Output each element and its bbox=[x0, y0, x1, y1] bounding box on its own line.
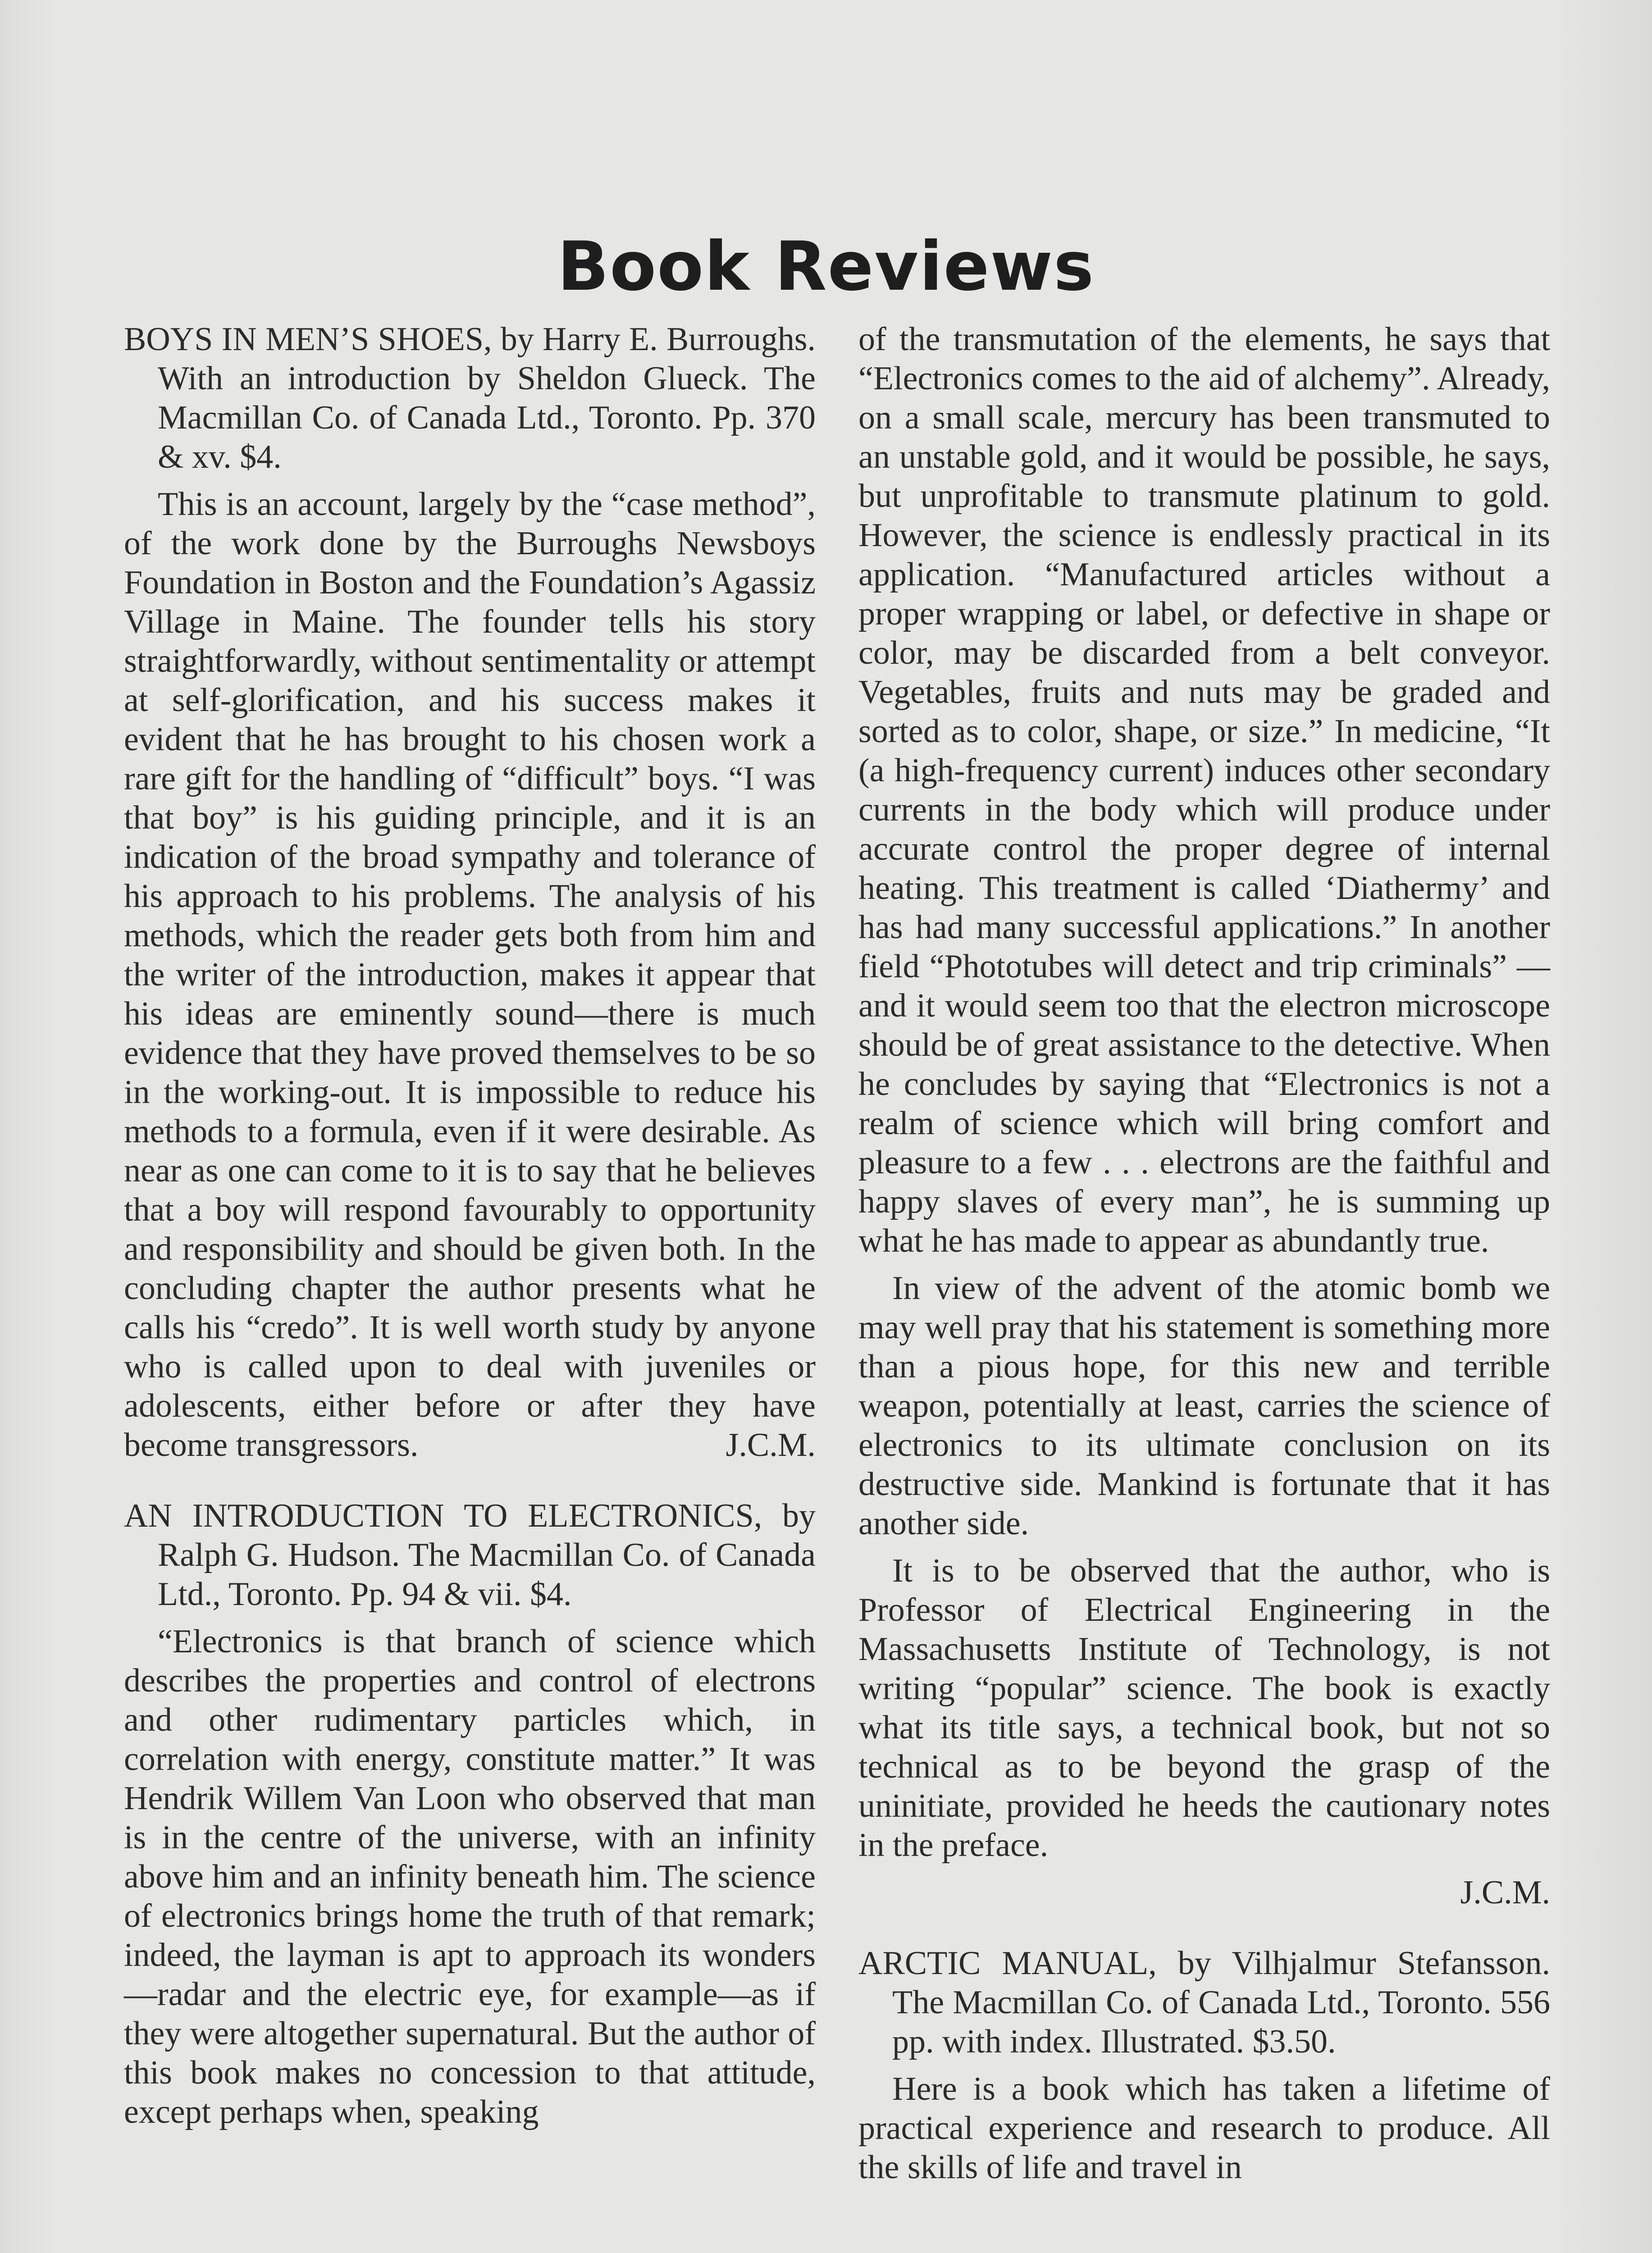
right-column bbox=[858, 320, 1550, 2195]
review-heading: AN INTRODUCTION TO ELECTRONICS, by Ralph G. Hudson. The Macmillan Co. of Canada Ltd., Toronto. Pp. 94 & vii. $4. bbox=[124, 1497, 816, 1613]
review-paragraph: In view of the advent of the atomic bomb we may well pray that his statement is something more than a pious hope, for this new and terrible weapon, potentially at least, carries the science of electronics to its ultimate conclusion on its destructive side. Mankind is fortunate that it has another side. bbox=[858, 1270, 1550, 1542]
review-paragraph: of the transmutation of the elements, he says that “Electronics comes to the aid of alchemy”. Already, on a small scale, mercury has been transmuted to an unstable gold, and it would be possible, he says, but unprofitable to transmute platinum to gold. However, the science is endlessly practical in its application. “Manufactured articles without a proper wrapping or label, or defective in shape or color, may be discarded from a belt conveyor. Vegetables, fruits and nuts may be graded and sorted as to color, shape, or size.” In medicine, “It (a high-frequency current) induces other secondary currents in the body which will produce under accurate control the proper degree of internal heating. This treatment is called ‘Diathermy’ and has had many successful applications.” In another field “Phototubes will detect and trip criminals” —and it would seem too that the electron microscope should be of great assistance to the detective. When he concludes by saying that “Electronics is not a realm of science which will bring comfort and pleasure to a few . . . electrons are the faithful and happy slaves of every man”, he is summing up what he has made to appear as abundantly true. bbox=[858, 321, 1550, 1259]
review-paragraph: “Electronics is that branch of science which describes the properties and control of electrons and other rudimentary particles which, in correlation with energy, constitute matter.” It was Hendrik Willem Van Loon who observed that man is in the centre of the universe, with an infinity above him and an infinity beneath him. The science of electronics brings home the truth of that remark; indeed, the layman is apt to approach its wonders—radar and the electric eye, for example—as if they were altogether supernatural. But the author of this book makes no concession to that attitude, except perhaps when, speaking bbox=[124, 1623, 816, 2130]
left-column bbox=[124, 320, 816, 2140]
review-paragraph: This is an account, largely by the “case method”, of the work done by the Burroughs Newsboys Foundation in Boston and the Foundation’s Agassiz Village in Maine. The founder tells his story straightforwardly, without sentimentality or attempt at self-glorification, and his success makes it evident that he has brought to his chosen work a rare gift for the handling of “difficult” boys. “I was that boy” is his guiding principle, and it is an indication of the broad sympathy and tolerance of his approach to his problems. The analysis of his methods, which the reader gets both from him and the writer of the introduction, makes it appear that his ideas are eminently sound—there is much evidence that they have proved themselves to be so in the working-out. It is impossible to reduce his methods to a formula, even if it were desirable. As near as one can come to it is to say that he believes that a boy will respond favourably to opportunity and responsibility and should be given both. In the concluding chapter the author presents what he calls his “credo”. It is well worth study by anyone who is called upon to deal with juveniles or adolescents, either before or after they have become transgressors. bbox=[124, 486, 816, 1464]
review-paragraph: Here is a book which has taken a lifetime of practical experience and research to produce. All the skills of life and travel in bbox=[858, 2071, 1550, 2186]
review-heading: ARCTIC MANUAL, by Vilhjalmur Stefansson. The Macmillan Co. of Canada Ltd., Toronto. 556 pp. with index. Illustrated. $3.50. bbox=[858, 1945, 1550, 2060]
review-signature: J.C.M. bbox=[1460, 1874, 1550, 1911]
review-heading: BOYS IN MEN’S SHOES, by Harry E. Burroughs. With an introduction by Sheldon Glueck. The Macmillan Co. of Canada Ltd., Toronto. Pp. 370 & xv. $4. bbox=[124, 321, 816, 475]
review-signature: J.C.M. bbox=[726, 1427, 816, 1464]
page-title: Book Reviews bbox=[557, 228, 1095, 306]
review-paragraph: It is to be observed that the author, who is Professor of Electrical Engineering in the Massachusetts Institute of Technology, is not writing “popular” science. The book is exactly what its title says, a technical book, but not so technical as to be beyond the grasp of the uninitiate, provided he heeds the cautionary notes in the preface. bbox=[858, 1552, 1550, 1864]
